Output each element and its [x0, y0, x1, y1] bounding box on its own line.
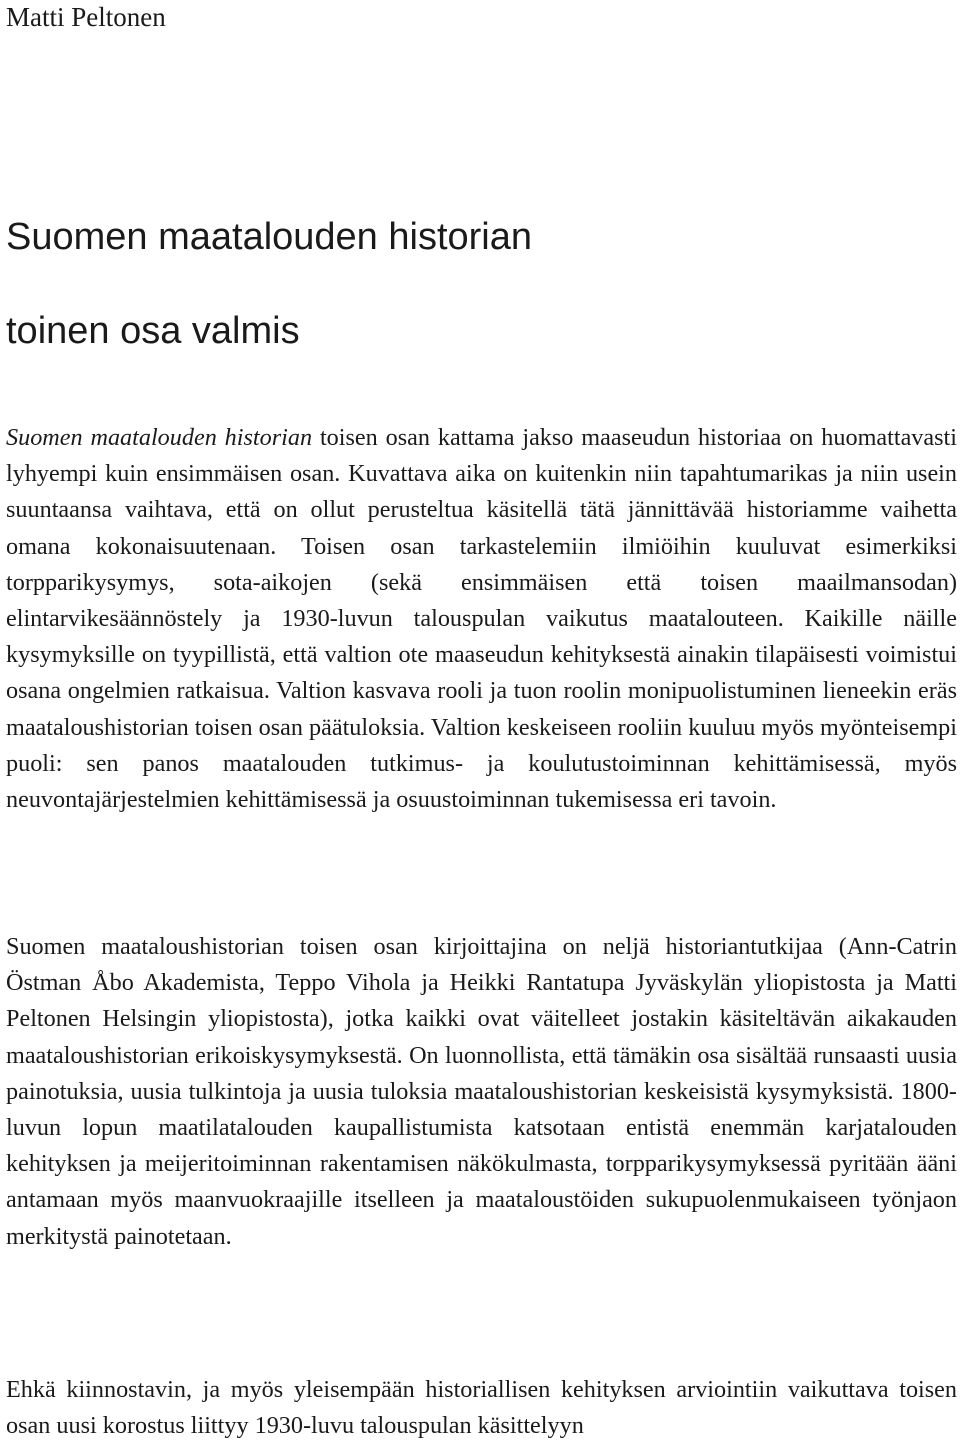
body-paragraph-1	[6, 420, 957, 818]
title-line-2: toinen osa valmis	[6, 310, 300, 352]
body-paragraph-2: Suomen maataloushistorian toisen osan kirjoittajina on neljä historiantutkijaa (Ann-Catrin Östman Åbo Akademista, Teppo Vihola ja Heikki Rantatupa Jyväskylän yliopistosta ja Matti Peltonen Helsingin yliopistosta), jotka kaikki ovat väitelleet jostakin käsiteltävän aikakauden maataloushistorian erikoiskysymyksestä. On luonnollista, että tämäkin osa sisältää runsaasti uusia painotuksia, uusia tulkintoja ja uusia tuloksia maataloushistorian keskeisistä kysymyksistä. 1800-luvun lopun maatilatalouden kaupallistumista katsotaan entistä enemmän karjatalouden kehityksen ja meijeritoiminnan rakentamisen näkökulmasta, torpparikysymyksessä pyritään ääni antamaan myös maanvuokraajille itselleen ja maataloustöiden sukupuolenmukaiseen työnjaon merkitystä painotetaan.	[6, 933, 957, 1250]
book-title-italic: Suomen maatalouden historian	[6, 424, 313, 451]
paragraph-1-text: toisen osan kattama jakso maaseudun historiaa on huomattavasti lyhyempi kuin ensimmäisen osan. Kuvattava aika on kuitenkin niin tapahtumarikas ja niin usein suuntaansa vaihtava, että on ollut perusteltua käsitellä tätä jännittävää historiamme vaihetta omana kokonaisuutenaan. Toisen osan tarkastelemiin ilmiöihin kuuluvat esimerkiksi torpparikysymys, sota-aikojen (sekä ensimmäisen että toisen maailmansodan) elintarvikesäännöstely ja 1930-luvun talouspulan vaikutus maatalouteen. Kaikille näille kysymyksille on tyypillistä, että valtion ote maaseudun kehityksestä ainakin tilapäisesti voimistui osana ongelmien ratkaisua. Valtion kasvava rooli ja tuon roolin monipuolistuminen lieneekin eräs maataloushistorian toisen osan päätuloksia. Valtion keskeiseen rooliin kuuluu myös myönteisempi puoli: sen panos maatalouden tutkimus- ja koulutustoiminnan kehittämisessä, myös neuvontajärjestelmien kehittämisessä ja osuustoiminnan tukemisessa eri tavoin.	[6, 424, 957, 814]
article-title	[6, 190, 956, 378]
title-line-1: Suomen maatalouden historian	[6, 216, 533, 258]
author-name: Matti Peltonen	[6, 2, 166, 32]
body-paragraph-3: Ehkä kiinnostavin, ja myös yleisempään historiallisen kehityksen arviointiin vaikuttava toisen osan uusi korostus liittyy 1930-luvu talouspulan käsittelyyn	[6, 1376, 957, 1440]
